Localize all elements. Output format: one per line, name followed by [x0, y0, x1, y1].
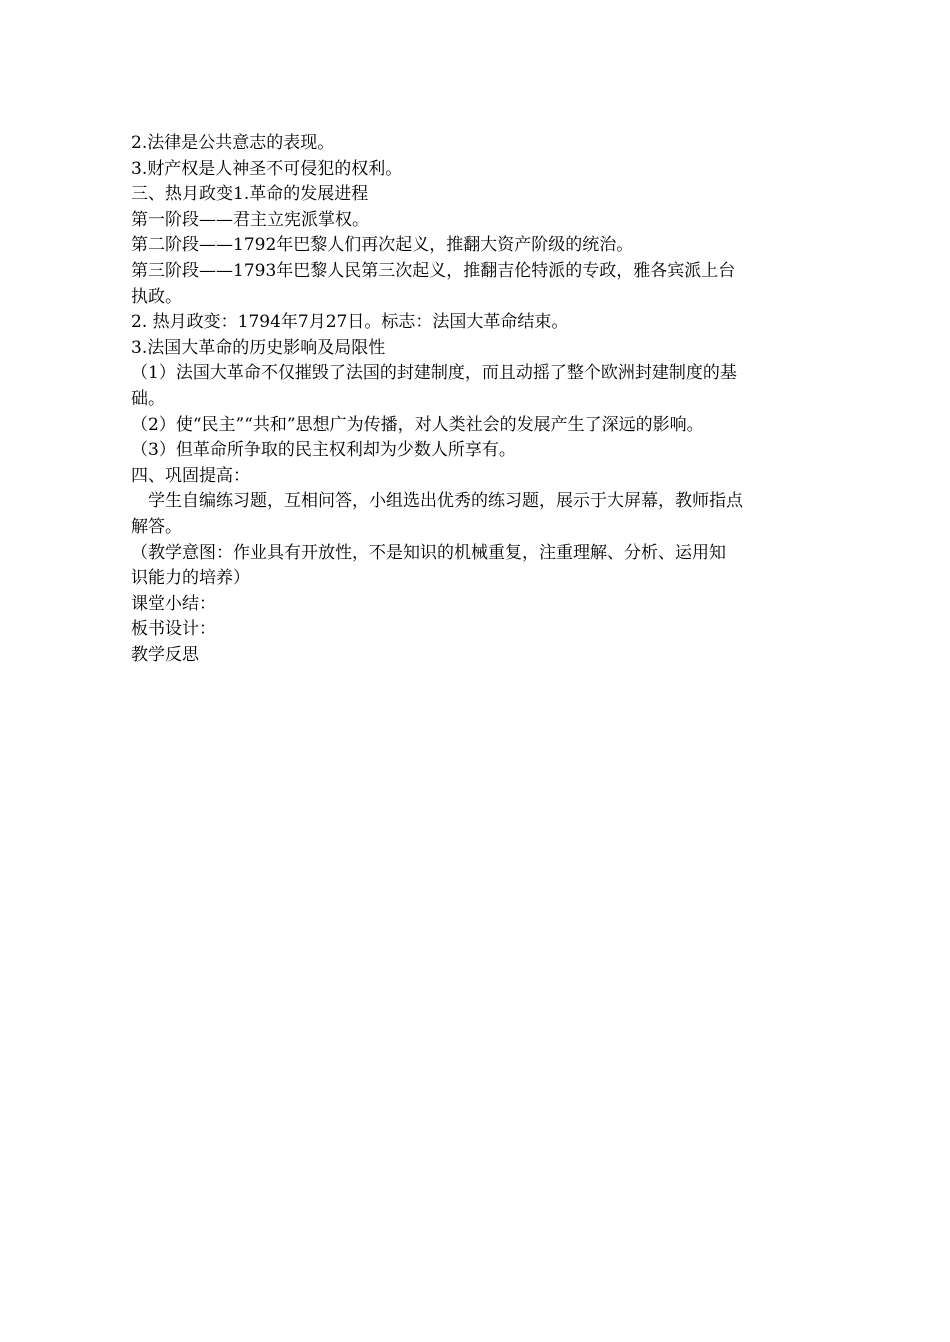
text-line: 础。: [131, 388, 165, 409]
text-line: 第二阶段——1792年巴黎人们再次起义，推翻大资产阶级的统治。: [131, 235, 634, 256]
text-line: 课堂小结：: [131, 593, 216, 614]
text-line: 2. 热月政变：1794年7月27日。标志：法国大革命结束。: [131, 312, 569, 333]
section-heading: 三、热月政变1.革命的发展进程: [131, 184, 369, 205]
text-line: 2.法律是公共意志的表现。: [131, 133, 335, 153]
text-line: 识能力的培养）: [131, 568, 250, 589]
text-line: 3.财产权是人神圣不可侵犯的权利。: [131, 158, 403, 179]
text-line: 教学反思: [131, 644, 199, 665]
document-page: [131, 131, 827, 668]
text-line: 第一阶段——君主立宪派掌权。: [131, 209, 369, 230]
text-line: （3）但革命所争取的民主权利却为少数人所享有。: [131, 440, 516, 461]
text-line: 第三阶段——1793年巴黎人民第三次起义，推翻吉伦特派的专政，雅各宾派上台: [131, 260, 736, 281]
text-line: （教学意图：作业具有开放性，不是知识的机械重复，注重理解、分析、运用知: [131, 542, 726, 563]
text-line: 解答。: [131, 516, 182, 537]
text-line: 板书设计：: [131, 619, 216, 640]
text-line: （2）使“民主”“共和”思想广为传播，对人类社会的发展产生了深远的影响。: [131, 414, 704, 435]
text-line: 学生自编练习题，互相问答，小组选出优秀的练习题，展示于大屏幕，教师指点: [148, 491, 743, 512]
text-line: （1）法国大革命不仅摧毁了法国的封建制度，而且动摇了整个欧洲封建制度的基: [131, 363, 737, 384]
section-heading: 四、巩固提高：: [131, 465, 250, 486]
text-line: 3.法国大革命的历史影响及局限性: [131, 337, 386, 358]
text-line: 执政。: [131, 286, 182, 307]
